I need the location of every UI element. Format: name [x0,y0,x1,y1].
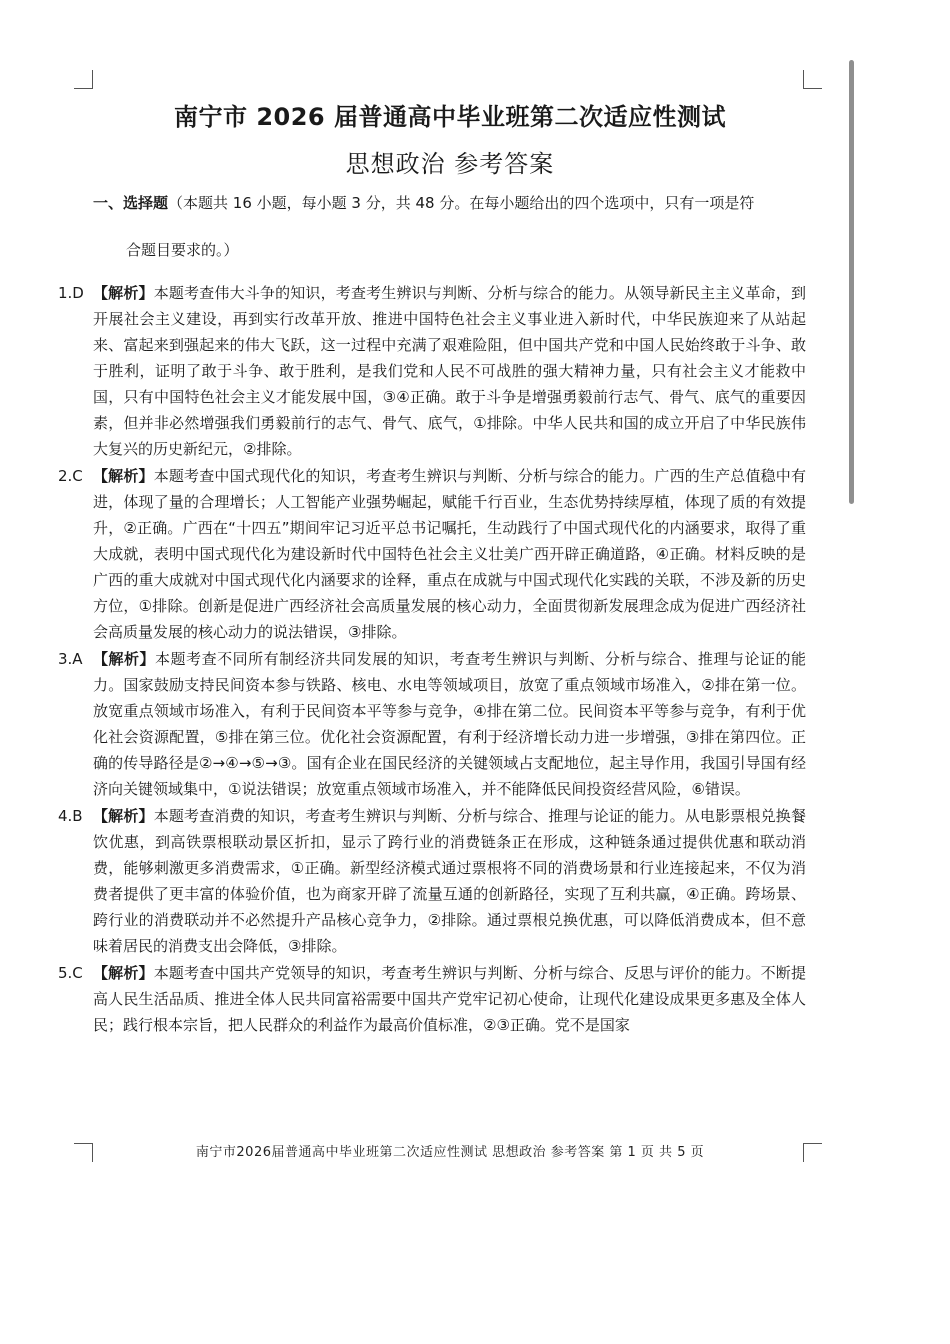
answer-item-3 [58,646,806,802]
analysis-tag: 【解析】 [93,807,154,825]
answer-item-5 [58,960,806,1038]
analysis-tag: 【解析】 [93,964,154,982]
analysis-tag: 【解析】 [93,467,154,485]
crop-mark-top-left [74,70,93,89]
page-title: 南宁市 2026 届普通高中毕业班第二次适应性测试 [173,103,726,131]
page-footer: 南宁市2026届普通高中毕业班第二次适应性测试 思想政治 参考答案 第 1 页 共 5 页 [195,1145,705,1160]
answer-explanation: 本题考查不同所有制经济共同发展的知识，考查考生辨识与判断、分析与综合、推理与论证的能力。国家鼓励支持民间资本参与铁路、核电、水电等领域项目，放宽了重点领域市场准入，②排在第一位。放宽重点领域市场准入，有利于民间资本平等参与竞争，④排在第二位。民间资本平等参与竞争，有利于优化社会资源配置，⑤排在第三位。优化社会资源配置，有利于经济增长动力进一步增强，③排在第四位。正确的传导路径是②→④→⑤→③。国有企业在国民经济的关键领域占支配地位，起主导作用，我国引导国有经济向关键领域集中，①说法错误；放宽重点领域市场准入，并不能降低民间投资经营风险，⑥错误。 [93,650,806,798]
answer-number: 3.A [58,650,83,668]
answer-explanation: 本题考查伟大斗争的知识，考查考生辨识与判断、分析与综合的能力。从领导新民主主义革命，到开展社会主义建设，再到实行改革开放、推进中国特色社会主义事业进入新时代，中华民族迎来了从站起来、富起来到强起来的伟大飞跃，这一过程中充满了艰难险阻，但中国共产党和中国人民始终敢于斗争、敢于胜利，证明了敢于斗争、敢于胜利，是我们党和人民不可战胜的强大精神力量，只有社会主义才能救中国，只有中国特色社会主义才能发展中国，③④正确。敢于斗争是增强勇毅前行志气、骨气、底气的重要因素，但并非必然增强我们勇毅前行的志气、骨气、底气，①排除。中华人民共和国的成立开启了中华民族伟大复兴的历史新纪元，②排除。 [93,284,806,458]
answer-number: 1.D [58,284,84,302]
section-title: 一、选择题 [93,194,169,212]
answer-explanation: 本题考查中国式现代化的知识，考查考生辨识与判断、分析与综合的能力。广西的生产总值稳中有进，体现了量的合理增长；人工智能产业强势崛起，赋能千行百业，生态优势持续厚植，体现了质的有效提升，②正确。广西在“十四五”期间牢记习近平总书记嘱托，生动践行了中国式现代化的内涵要求，取得了重大成就，表明中国式现代化为建设新时代中国特色社会主义壮美广西开辟正确道路，④正确。材料反映的是广西的重大成就对中国式现代化内涵要求的诠释，重点在成就与中国式现代化实践的关联，不涉及新的历史方位，①排除。创新是促进广西经济社会高质量发展的核心动力，全面贯彻新发展理念成为促进广西经济社会高质量发展的核心动力的说法错误，③排除。 [93,467,806,641]
answer-number: 4.B [58,807,83,825]
answer-number: 5.C [58,964,83,982]
analysis-tag: 【解析】 [93,650,156,668]
answer-list [58,280,806,1039]
analysis-tag: 【解析】 [93,284,154,302]
answer-item-4 [58,803,806,959]
answer-number: 2.C [58,467,83,485]
section-instruction-continued: 合题目要求的。） [126,241,239,259]
page-subtitle: 思想政治 参考答案 [345,150,555,178]
crop-mark-top-right [803,70,822,89]
section-instruction: （本题共 16 小题，每小题 3 分，共 48 分。在每小题给出的四个选项中，只有一项是符 [168,194,755,212]
section-heading [93,190,813,216]
answer-explanation: 本题考查消费的知识，考查考生辨识与判断、分析与综合、推理与论证的能力。从电影票根兑换餐饮优惠，到高铁票根联动景区折扣，显示了跨行业的消费链条正在形成，这种链条通过提供优惠和联动消费，能够刺激更多消费需求，①正确。新型经济模式通过票根将不同的消费场景和行业连接起来，不仅为消费者提供了更丰富的体验价值，也为商家开辟了流量互通的创新路径，实现了互利共赢，④正确。跨场景、跨行业的消费联动并不必然提升产品核心竞争力，②排除。通过票根兑换优惠，可以降低消费成本，但不意味着居民的消费支出会降低，③排除。 [93,807,806,955]
answer-item-2 [58,463,806,645]
answer-explanation: 本题考查中国共产党领导的知识，考查考生辨识与判断、分析与综合、反思与评价的能力。不断提高人民生活品质、推进全体人民共同富裕需要中国共产党牢记初心使命，让现代化建设成果更多惠及全体人民；践行根本宗旨，把人民群众的利益作为最高价值标准，②③正确。党不是国家 [93,964,806,1034]
answer-item-1 [58,280,806,462]
